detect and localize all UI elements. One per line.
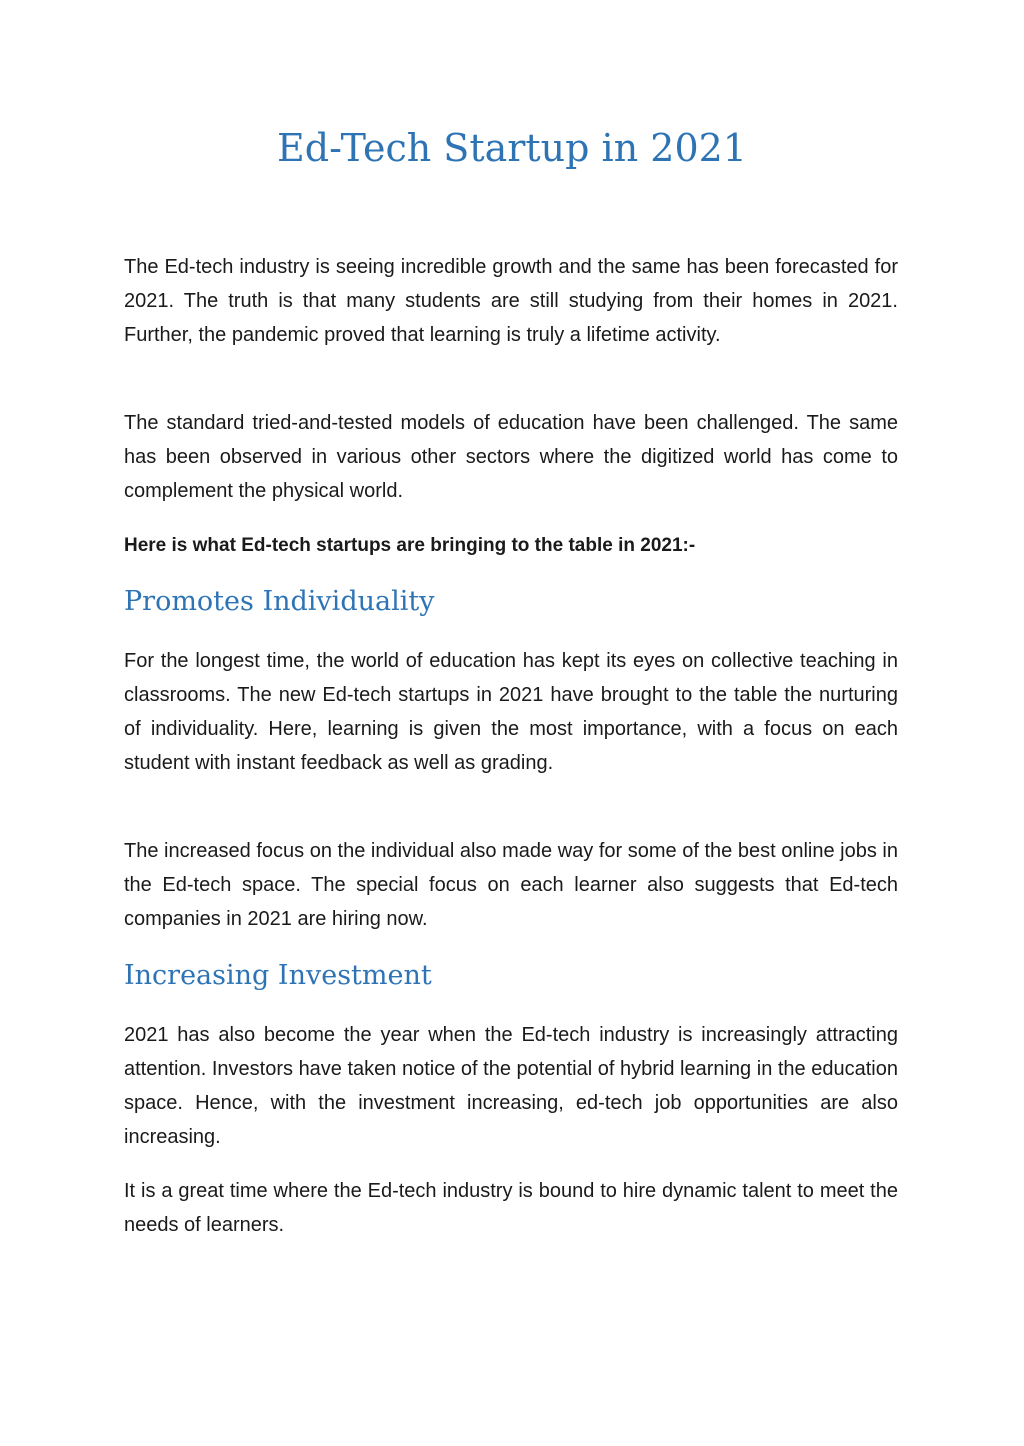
investment-paragraph-2: It is a great time where the Ed-tech industry is bound to hire dynamic talent to meet the needs of learners. bbox=[124, 1180, 898, 1236]
intro-paragraph-2: The standard tried-and-tested models of education have been challenged. The same has been observed in various other sectors where the digitized world has come to complement the physical world. bbox=[124, 412, 898, 502]
individuality-paragraph-1: For the longest time, the world of education has kept its eyes on collective teaching in classrooms. The new Ed-tech startups in 2021 have brought to the table the nurturing of individuality. Here, learning is given the most importance, with a focus on each student with instant feedback as well as grading. bbox=[124, 650, 898, 774]
intro-paragraph-1: The Ed-tech industry is seeing incredible growth and the same has been forecasted for 2021. The truth is that many students are still studying from their homes in 2021. Further, the pandemic proved that learning is truly a lifetime activity. bbox=[124, 256, 898, 346]
investment-paragraph-1: 2021 has also become the year when the Ed-tech industry is increasingly attracting attention. Investors have taken notice of the potential of hybrid learning in the education space. Hence, with the investment increasing, ed-tech job opportunities are also increasing. bbox=[124, 1024, 898, 1148]
document-title: Ed-Tech Startup in 2021 bbox=[277, 126, 747, 170]
lead-statement: Here is what Ed-tech startups are bringing to the table in 2021:- bbox=[124, 535, 696, 556]
section-heading-investment: Increasing Investment bbox=[124, 960, 432, 991]
section-heading-individuality: Promotes Individuality bbox=[124, 586, 435, 617]
individuality-paragraph-2: The increased focus on the individual also made way for some of the best online jobs in the Ed-tech space. The special focus on each learner also suggests that Ed-tech companies in 2021 are hiring now. bbox=[124, 840, 898, 930]
